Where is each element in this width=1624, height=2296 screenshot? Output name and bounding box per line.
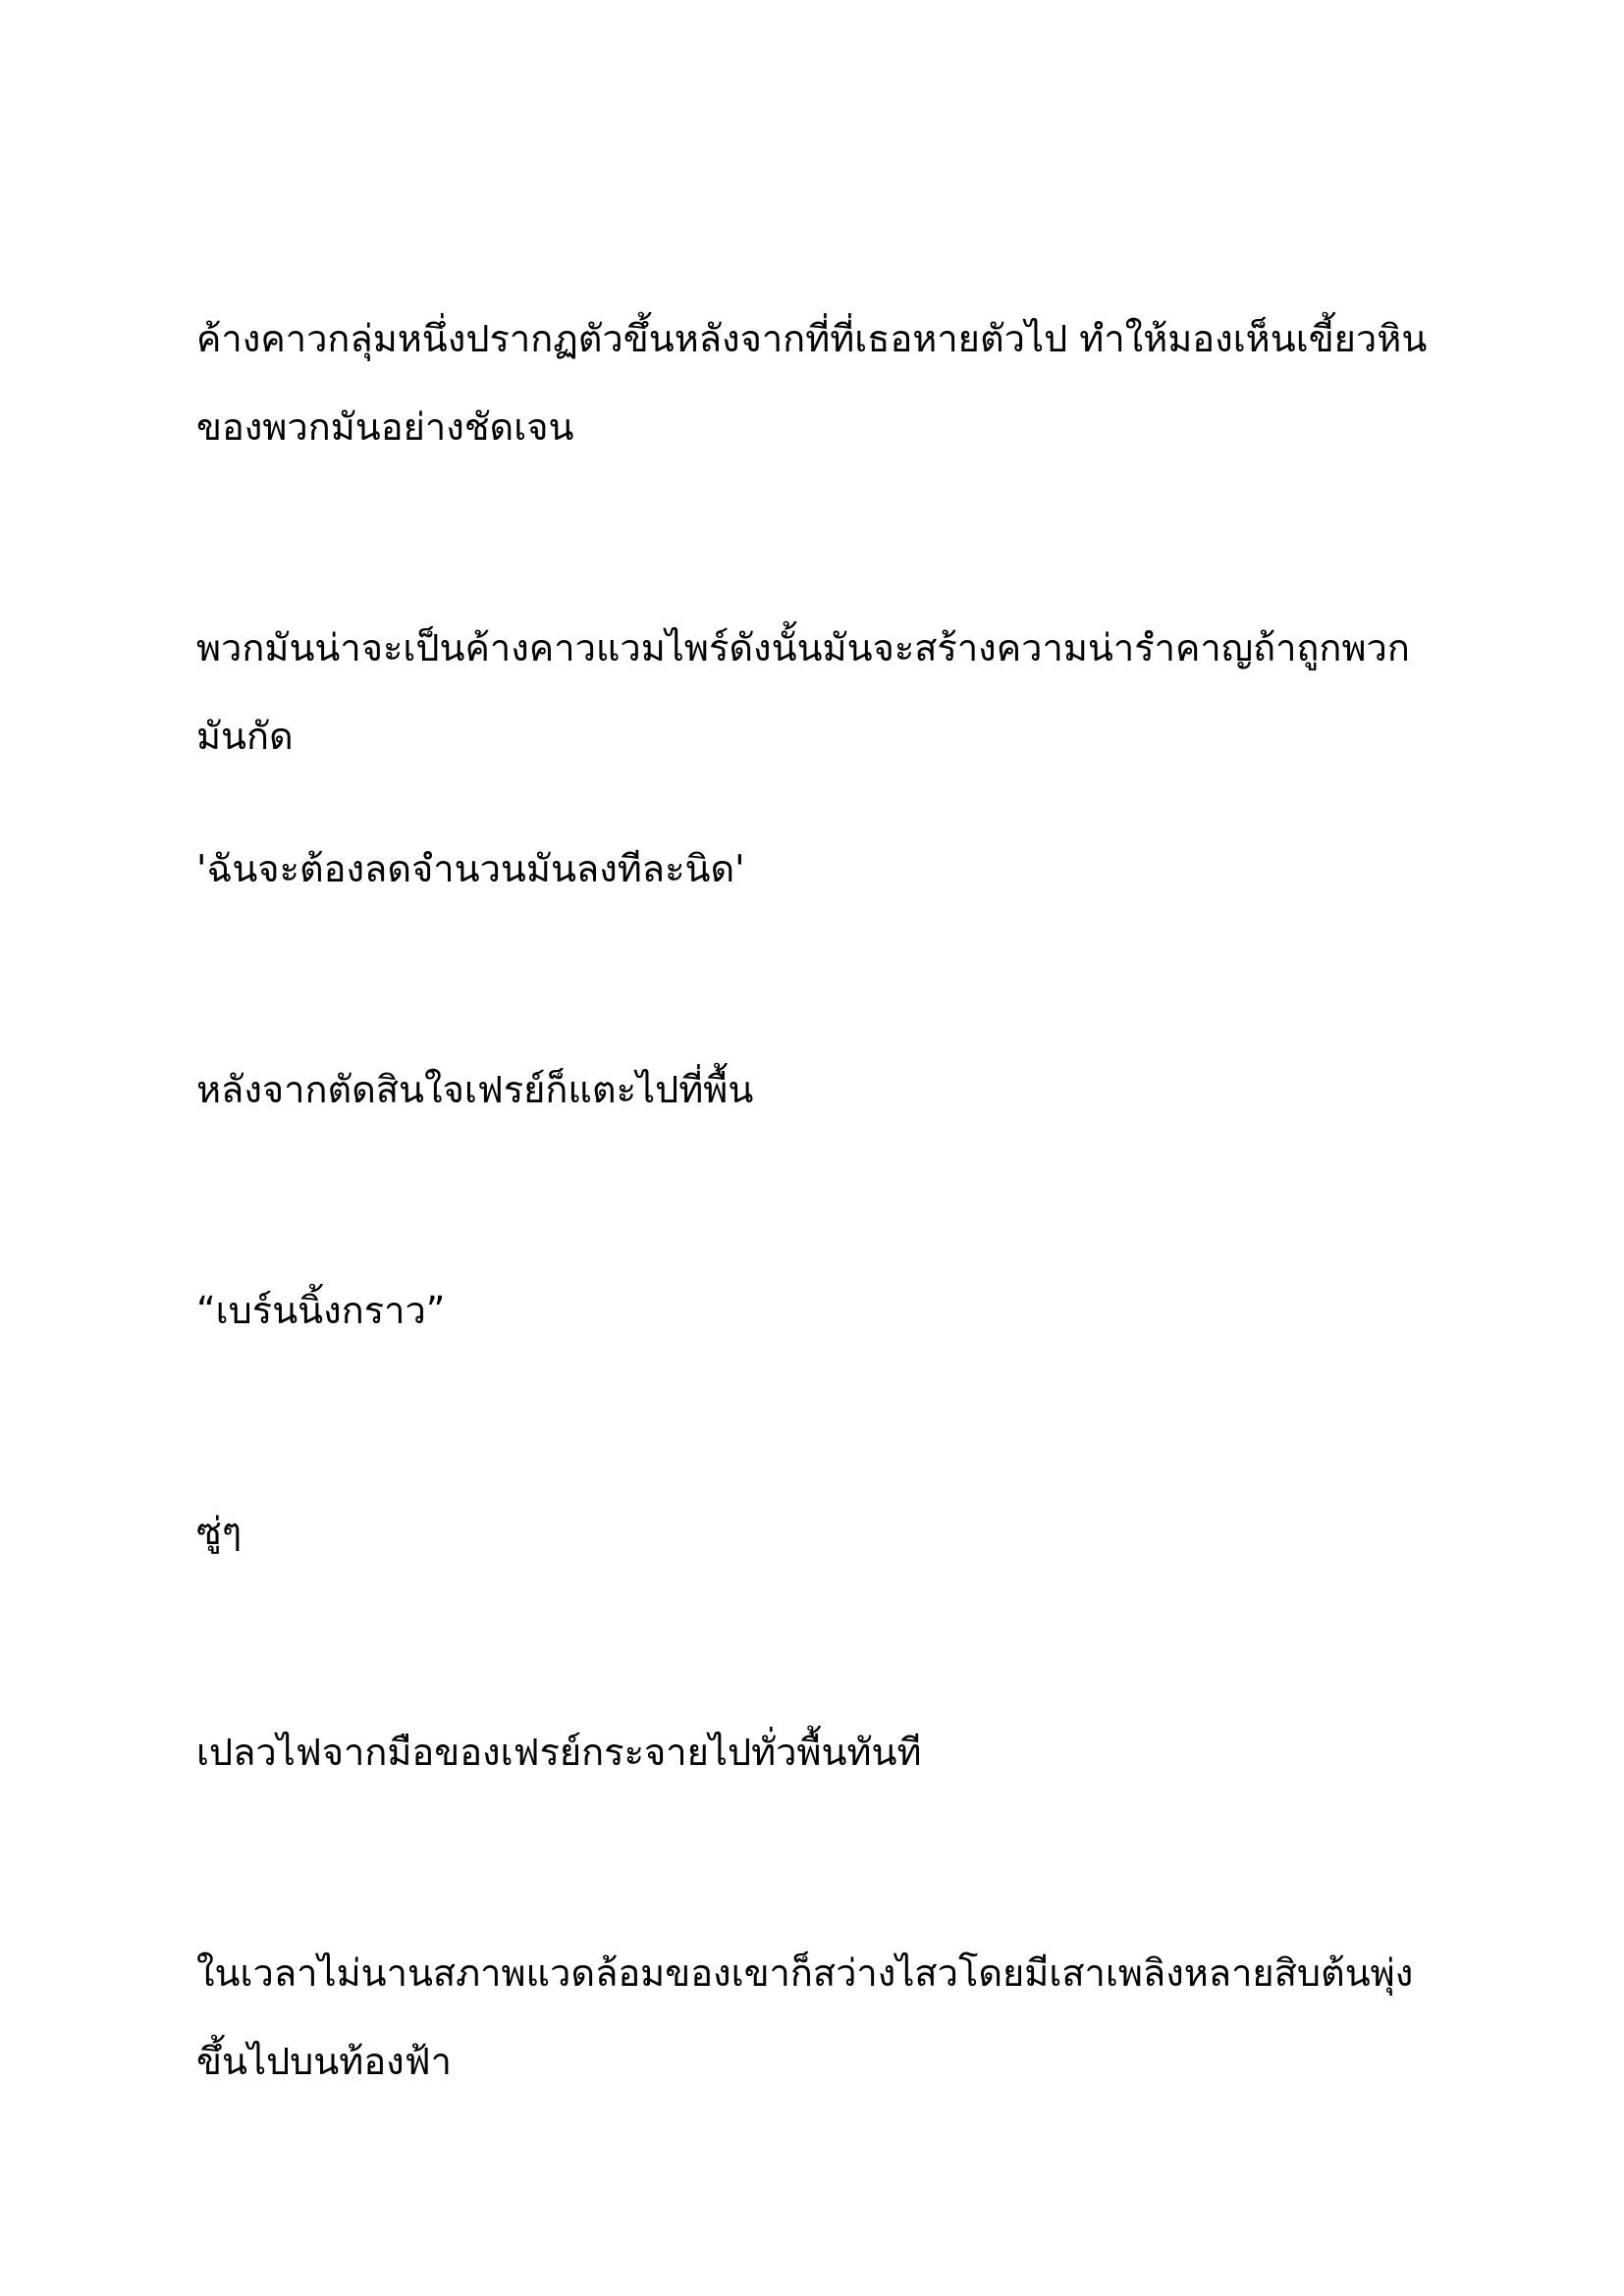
paragraph-8: ในเวลาไม่นานสภาพแวดล้อมของเขาก็สว่างไสวโดยมีเสาเพลิงหลายสิบต้นพุ่งขึ้นไปบนท้องฟ้า xyxy=(196,1951,1414,2083)
paragraph-6: ซู่ๆ xyxy=(196,1510,243,1553)
paragraph-4: หลังจากตัดสินใจเฟรย์ก็แตะไปที่พื้น xyxy=(196,1068,754,1111)
paragraph-5: “เบร์นนิ้งกราว” xyxy=(196,1289,446,1332)
paragraph-3: 'ฉันจะต้องลดจำนวนมันลงทีละนิด' xyxy=(196,847,745,890)
paragraph-7: เปลวไฟจากมือของเฟรย์กระจายไปทั่วพื้นทันที xyxy=(196,1731,922,1774)
paragraph-1: ค้างคาวกลุ่มหนึ่งปรากฏตัวขึ้นหลังจากที่ที่เธอหายตัวไป ทำให้มองเห็นเขี้ยวหินของพวกมันอย่างชัดเจน xyxy=(196,317,1428,449)
paragraph-2: พวกมันน่าจะเป็นค้างคาวแวมไพร์ดังนั้นมันจะสร้างความน่ารำคาญถ้าถูกพวกมันกัด xyxy=(196,626,1410,758)
